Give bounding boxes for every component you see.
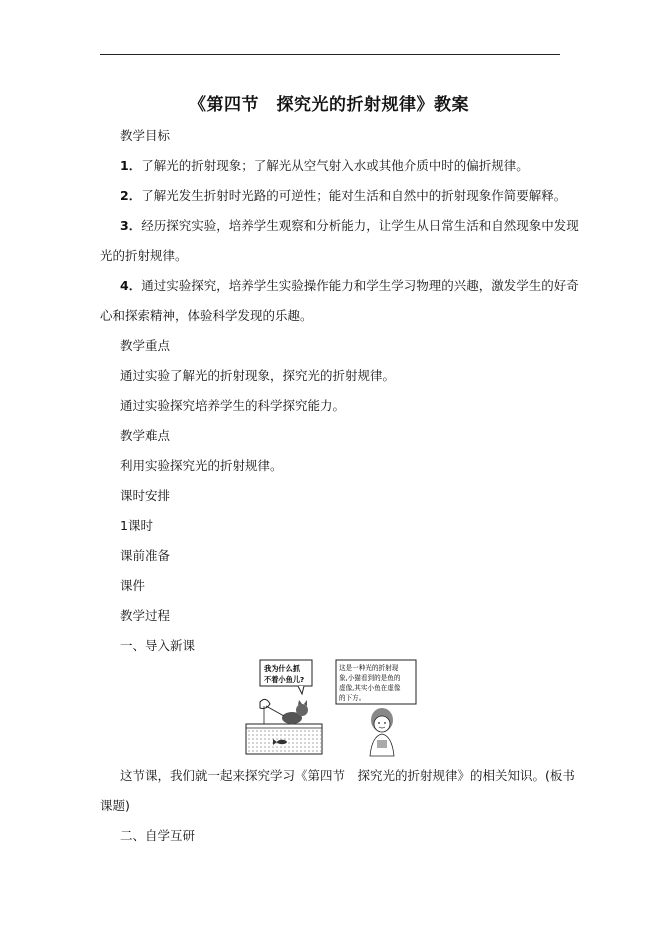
objective-1 [120, 158, 529, 174]
difficulty-heading: 教学难点 [120, 428, 171, 443]
process-heading: 教学过程 [120, 608, 171, 623]
objective-4-cont: 心和探索精神，体验科学发现的乐趣。 [100, 308, 313, 323]
objective-number: 3． [120, 218, 142, 233]
objective-3 [120, 218, 579, 234]
girl-bubble-line-3: 虚像,其实小鱼在虚像 [339, 684, 401, 692]
objective-number: 1． [120, 158, 142, 173]
intro-text-cont: 课题) [100, 798, 130, 813]
objective-2 [120, 188, 566, 204]
key-point-1: 通过实验了解光的折射现象，探究光的折射规律。 [120, 368, 396, 383]
girl-icon [370, 708, 394, 756]
objectives-heading: 教学目标 [120, 128, 171, 143]
difficulty-text: 利用实验探究光的折射规律。 [120, 458, 283, 473]
key-points-heading: 教学重点 [120, 338, 171, 353]
objective-number: 2． [120, 188, 142, 203]
prep-text: 课件 [120, 578, 146, 593]
girl-bubble-line-2: 象,小猫看到的是鱼的 [339, 674, 401, 682]
step-2-heading: 二、自学互研 [120, 828, 196, 843]
schedule-heading: 课时安排 [120, 488, 171, 503]
objective-text: 了解光发生折射时光路的可逆性；能对生活和自然中的折射现象作简要解释。 [141, 188, 567, 203]
page-title: 《第四节 探究光的折射规律》教案 [189, 95, 469, 115]
girl-bubble-line-4: 的下方。 [339, 694, 366, 702]
schedule-text: 1课时 [120, 518, 153, 533]
prep-heading: 课前准备 [120, 548, 171, 563]
intro-text: 这节课，我们就一起来探究学习《第四节 探究光的折射规律》的相关知识。(板书 [120, 768, 575, 783]
cat-bubble-line-1: 我为什么抓 [264, 664, 300, 673]
objective-3-cont: 光的折射规律。 [100, 248, 188, 263]
key-point-2: 通过实验探究培养学生的科学探究能力。 [120, 398, 346, 413]
objective-text: 经历探究实验，培养学生观察和分析能力，让学生从日常生活和自然现象中发现 [141, 218, 579, 233]
fish-tank [246, 724, 322, 754]
cat-icon [260, 699, 308, 724]
cat-bubble-line-2: 不着小鱼儿? [264, 675, 305, 684]
step-1-heading: 一、导入新课 [120, 638, 196, 653]
objective-text: 了解光的折射现象；了解光从空气射入水或其他介质中时的偏折规律。 [141, 158, 529, 173]
objective-4 [120, 278, 579, 294]
refraction-illustration [240, 658, 420, 758]
girl-bubble-line-1: 这是一种光的折射现 [339, 664, 399, 672]
objective-text: 通过实验探究，培养学生实验操作能力和学生学习物理的兴趣，激发学生的好奇 [141, 278, 579, 293]
objective-number: 4． [120, 278, 142, 293]
header-rule [100, 54, 560, 55]
